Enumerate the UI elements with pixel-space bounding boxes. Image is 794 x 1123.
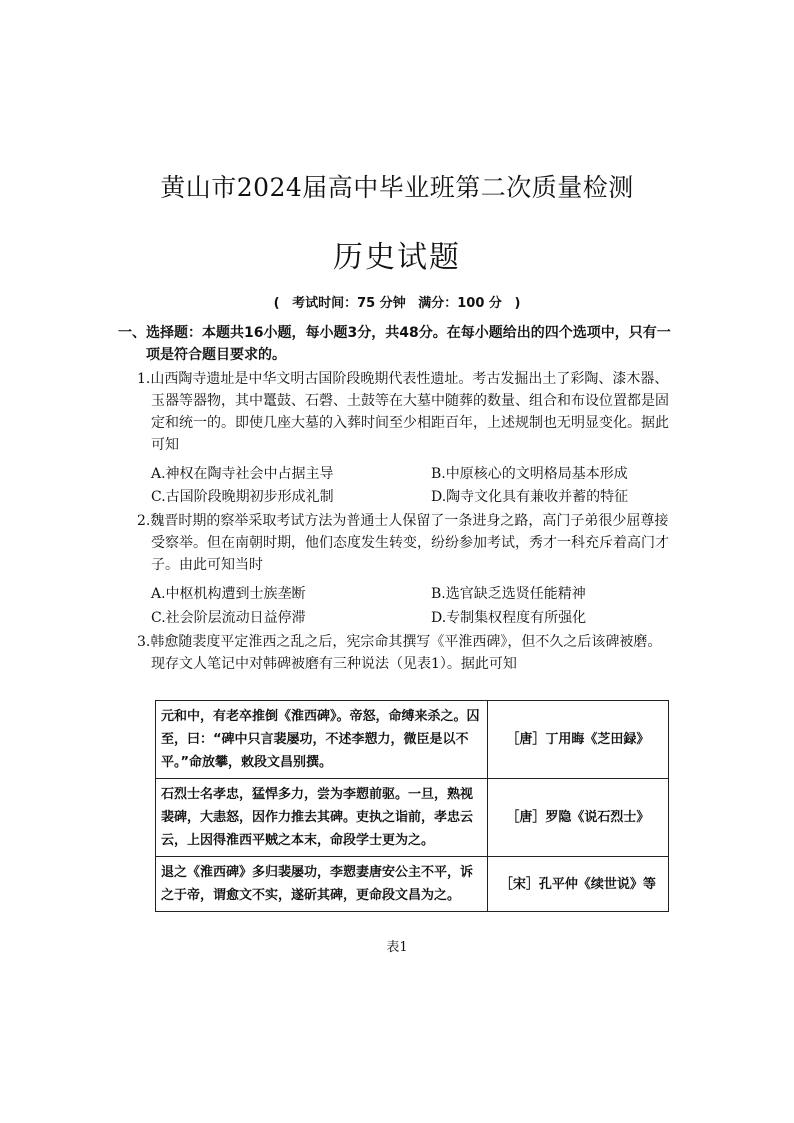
table-row <box>156 779 669 857</box>
table-cell-text: 退之《淮西碑》多归裴屡功，李愬妻唐安公主不平，诉之于帝，谓愈文不实，遂斫其碑，更命段文昌为之。 <box>156 857 488 912</box>
question-1-line-3: 定和统一的。即使几座大墓的入葬时间至少相距百年，上述规制也无明显变化。据此 <box>151 415 669 431</box>
question-1-option-c: C.古国阶段晚期初步形成礼制 <box>151 489 334 505</box>
exam-info <box>0 292 794 311</box>
question-1-line-2: 玉器等器物，其中鼍鼓、石磬、土鼓等在大墓中随葬的数量、组合和布设位置都是固 <box>151 393 669 409</box>
question-2-line-2: 受察举。但在南朝时期，他们态度发生转变，纷纷参加考试，秀才一科充斥着高门才 <box>151 535 669 551</box>
exam-info-open: ( <box>273 296 280 311</box>
exam-info-close: ) <box>514 296 521 311</box>
table-cell-text: 元和中，有老卒推倒《淮西碑》。帝怒，命缚来杀之。囚至，曰：“碑中只言裴屡功，不述李愬力，微臣是以不平。”命放攀，敕段文昌别撰。 <box>156 701 488 779</box>
subject-title: 历史试题 <box>333 240 461 275</box>
question-1-option-b: B.中原核心的文明格局基本形成 <box>431 466 628 482</box>
exam-score: 满分：100 分 <box>418 296 502 311</box>
section-line-2: 项是符合题目要求的。 <box>146 347 286 363</box>
question-2-line-1: 2.魏晋时期的察举采取考试方法为普通士人保留了一条进身之路，高门子弟很少屈尊接 <box>137 513 669 529</box>
table-cell-source: ［唐］罗隐《说石烈士》 <box>487 779 668 857</box>
question-3-line-2: 现存文人笔记中对韩碑被磨有三种说法（见表1）。据此可知 <box>151 656 517 672</box>
question-2-stem <box>137 510 677 576</box>
question-2-option-a: A.中枢机构遭到士族垄断 <box>151 586 306 602</box>
table-caption: 表1 <box>386 940 408 955</box>
table-row <box>156 701 669 779</box>
table-cell-text: 石烈士名孝忠，猛悍多力，尝为李愬前驱。一旦，熟视裴碑，大恚怒，因作力推去其碑。吏执之诣前，孝忠云云，上因得淮西平贼之本末，命段学士更为之。 <box>156 779 488 857</box>
question-3-stem <box>137 631 677 675</box>
section-instructions <box>118 322 688 366</box>
question-3-line-1: 3.韩愈随裴度平定淮西之乱之后，宪宗命其撰写《平淮西碑》，但不久之后该碑被磨。 <box>137 634 662 650</box>
table-cell-source: ［唐］丁用晦《芝田録》 <box>487 701 668 779</box>
question-1-line-4: 可知 <box>151 437 179 453</box>
section-line-1: 一、选择题：本题共16小题，每小题3分，共48分。在每小题给出的四个选项中，只有一 <box>118 325 671 341</box>
question-2-option-d: D.专制集权程度有所强化 <box>431 610 587 626</box>
sources-table <box>155 700 669 912</box>
exam-time: 考试时间：75 分钟 <box>292 296 406 311</box>
question-2-line-3: 子。由此可知当时 <box>151 557 263 573</box>
question-2-option-b: B.选官缺乏选贤任能精神 <box>431 586 586 602</box>
question-1-stem <box>137 368 677 456</box>
question-1-option-a: A.神权在陶寺社会中占据主导 <box>151 466 334 482</box>
exam-title: 黄山市2024届高中毕业班第二次质量检测 <box>160 173 634 202</box>
question-2-option-c: C.社会阶层流动日益停滞 <box>151 610 306 626</box>
table-cell-source: ［宋］孔平仲《续世说》等 <box>487 857 668 912</box>
table-row <box>156 857 669 912</box>
question-1-line-1: 1.山西陶寺遗址是中华文明古国阶段晚期代表性遗址。考古发掘出土了彩陶、漆木器、 <box>137 371 669 387</box>
question-1-option-d: D.陶寺文化具有兼收并蓄的特征 <box>431 489 629 505</box>
